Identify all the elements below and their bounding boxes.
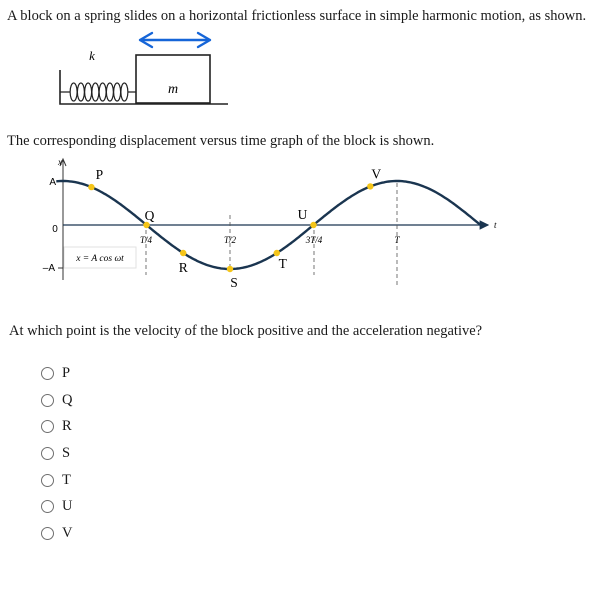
question-intro: A block on a spring slides on a horizontal frictionless surface in simple harmonic motion, as shown. (7, 8, 587, 24)
choice-u[interactable] (41, 493, 72, 520)
point-s-label: S (230, 275, 238, 290)
spring-block-diagram (60, 33, 228, 104)
radio-button[interactable] (41, 367, 54, 380)
graph-caption: The corresponding displacement versus time graph of the block is shown. (7, 133, 435, 149)
point-v-label: V (371, 166, 382, 182)
point-p-marker (88, 184, 94, 190)
choice-t[interactable] (41, 467, 72, 494)
answer-choices (41, 360, 72, 547)
choice-label: U (62, 498, 73, 515)
point-p-label: P (95, 167, 104, 183)
y-axis-label: x (58, 157, 62, 167)
point-v-marker (367, 183, 373, 189)
point-s-marker (227, 266, 233, 272)
point-u-marker (310, 222, 316, 228)
question-prompt: At which point is the velocity of the block positive and the acceleration negative? (9, 323, 483, 339)
tick-t-three-quarter: 3T/4 (305, 235, 323, 245)
tick-t-half: T/2 (223, 235, 237, 245)
equation-label: x = A cos ωt (76, 254, 124, 264)
point-r-marker (180, 250, 186, 256)
point-r-label: R (178, 260, 188, 275)
amplitude-label: A (49, 177, 56, 188)
x-axis-label: t (494, 220, 497, 230)
radio-button[interactable] (41, 420, 54, 433)
choice-label: P (62, 364, 71, 381)
choice-label: V (62, 524, 73, 541)
radio-button[interactable] (41, 474, 54, 487)
point-t-label: T (278, 256, 287, 271)
choice-v[interactable] (41, 520, 72, 547)
point-q-label: Q (144, 208, 155, 223)
radio-button[interactable] (41, 500, 54, 513)
tick-t-full: T (394, 235, 400, 245)
choice-q[interactable] (41, 387, 72, 414)
radio-button[interactable] (41, 447, 54, 460)
displacement-time-graph (43, 157, 497, 290)
curve-points (88, 166, 381, 290)
choice-label: T (62, 471, 71, 488)
choice-s[interactable] (41, 440, 72, 467)
choice-label: R (62, 418, 72, 435)
zero-label: 0 (52, 224, 58, 235)
choice-p[interactable] (41, 360, 72, 387)
point-u-label: U (297, 207, 308, 222)
spring (60, 83, 136, 101)
negative-amplitude-label: –A (42, 263, 55, 274)
spring-constant-label: k (89, 48, 95, 63)
radio-button[interactable] (41, 394, 54, 407)
mass-label: m (167, 82, 179, 97)
choice-label: S (62, 444, 71, 461)
tick-t-quarter: T/4 (139, 235, 153, 245)
double-arrow-icon (140, 33, 210, 47)
radio-button[interactable] (41, 527, 54, 540)
choice-r[interactable] (41, 413, 72, 440)
choice-label: Q (62, 391, 73, 408)
